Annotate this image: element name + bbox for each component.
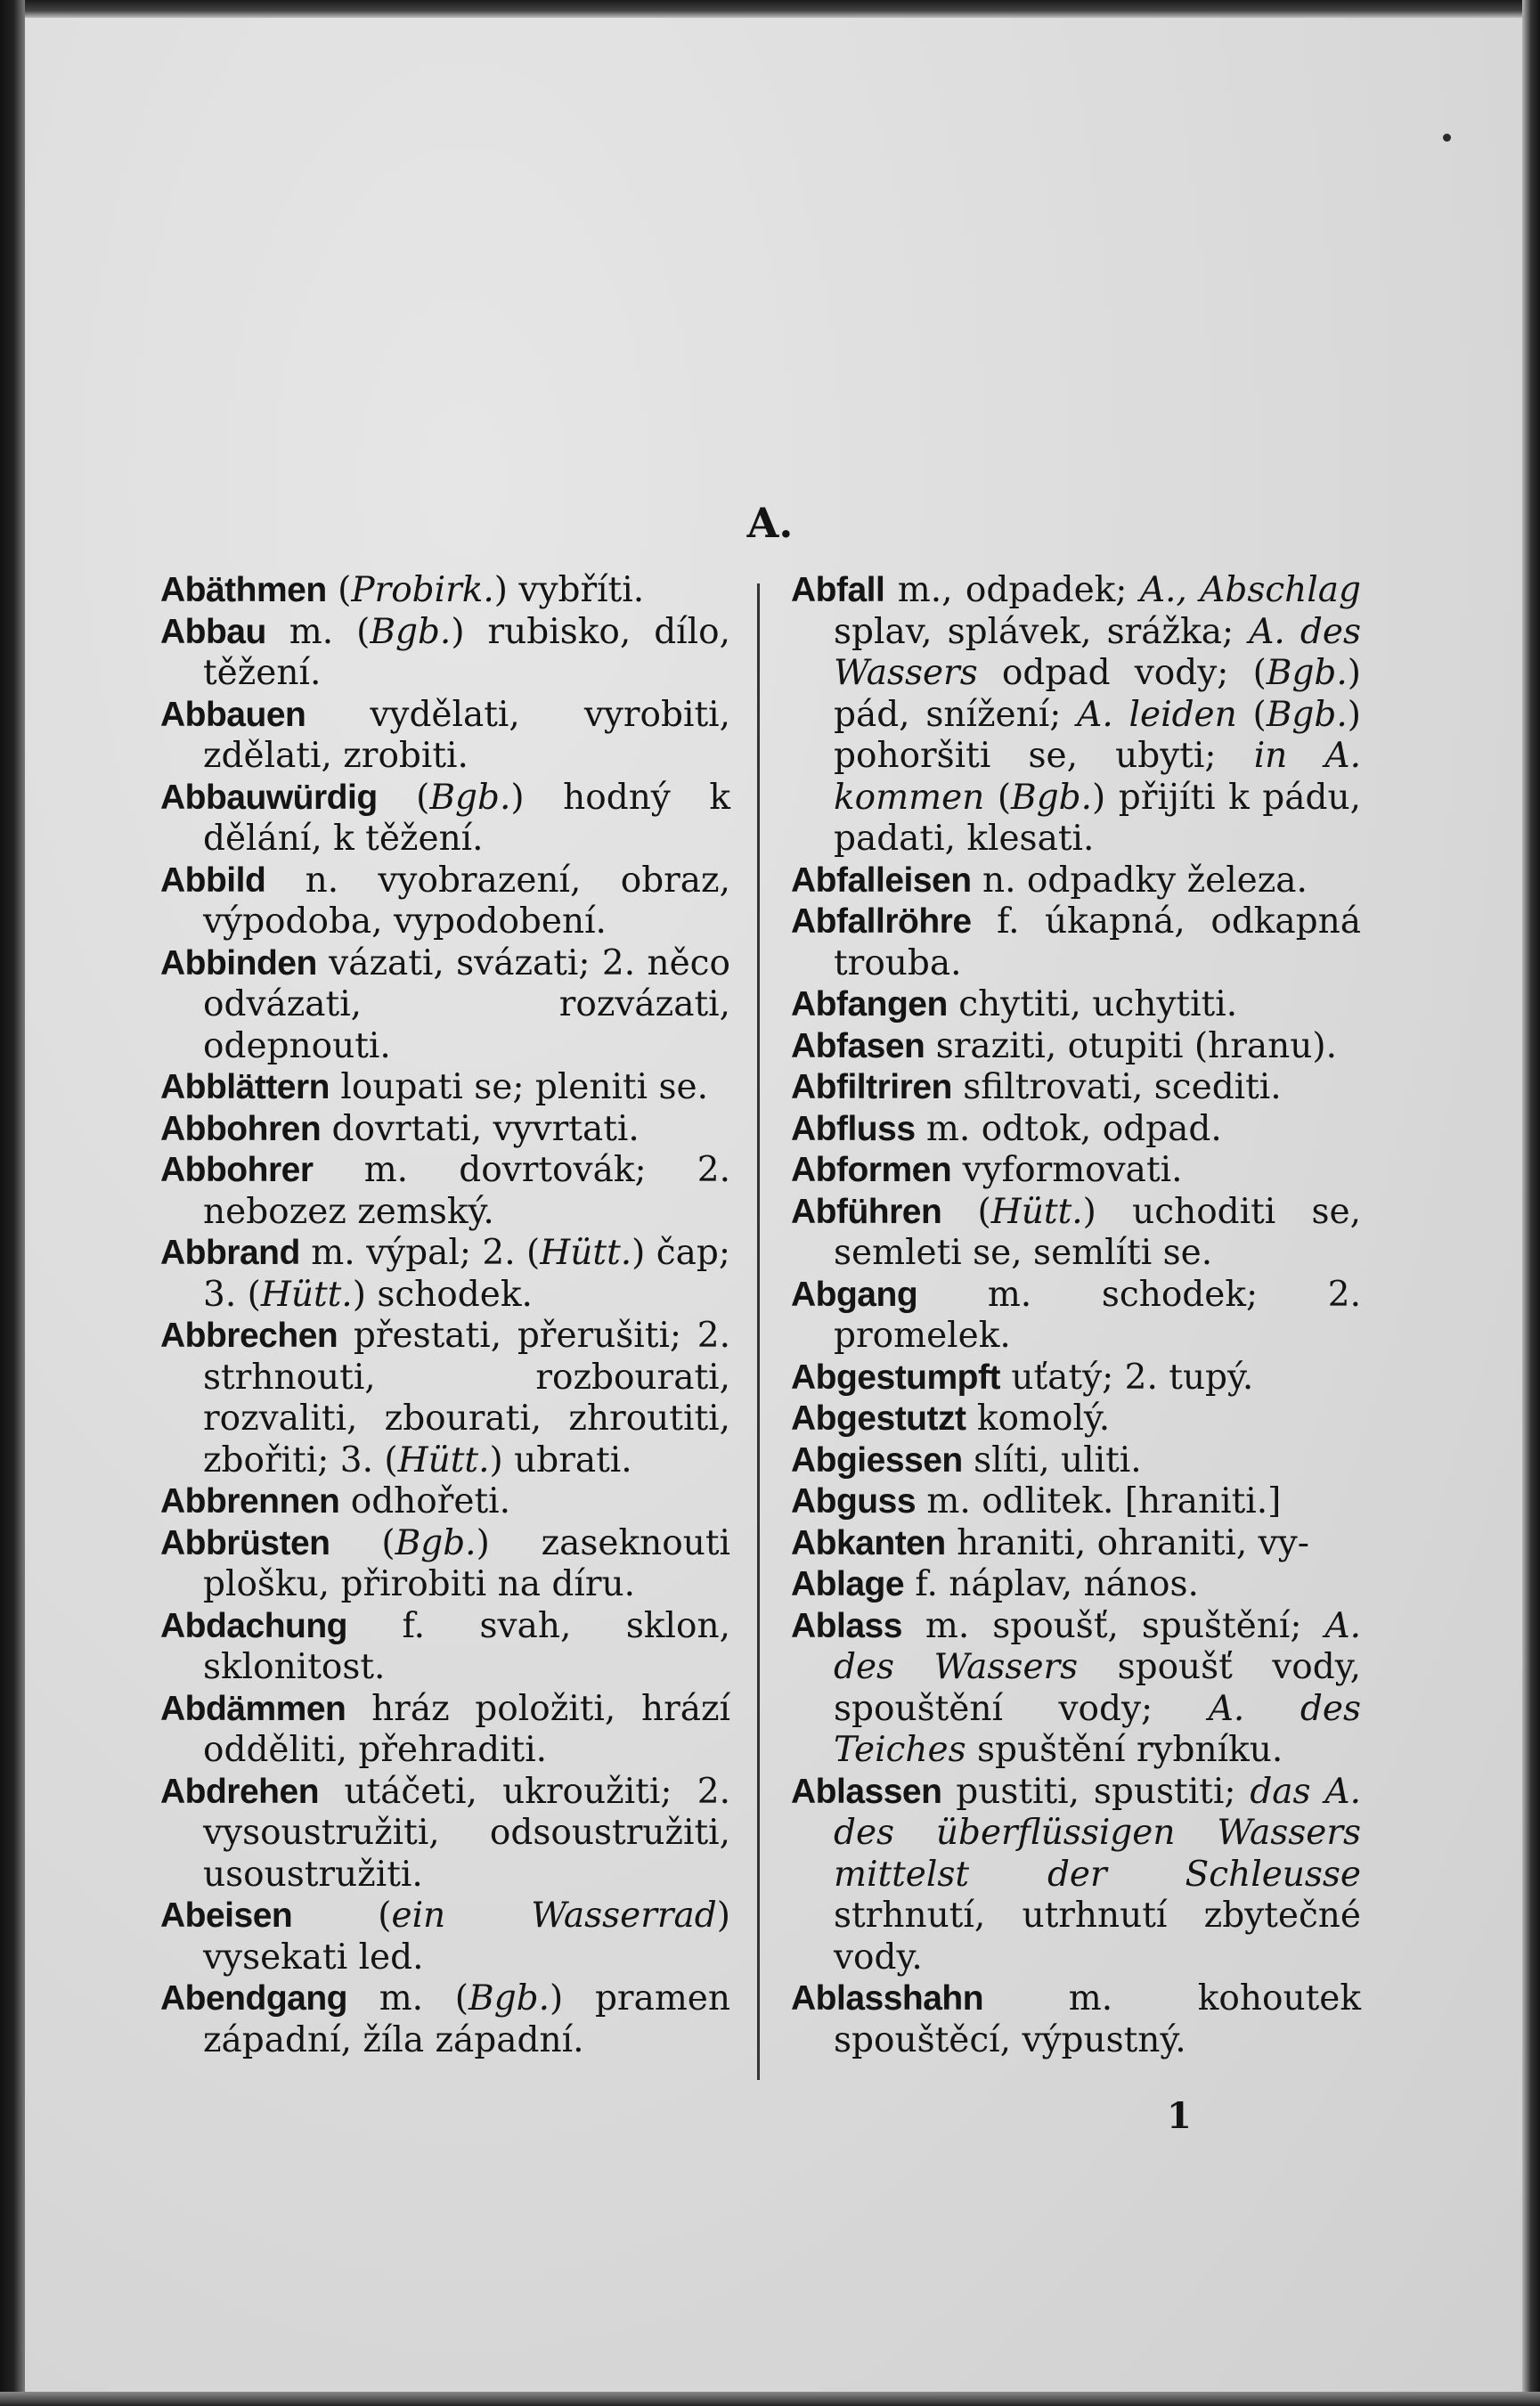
dictionary-entry [791, 1440, 1361, 1482]
dictionary-entry [160, 1233, 730, 1316]
dictionary-entry [160, 1109, 730, 1151]
entry-text: m. výpal; 2. ( [299, 1233, 541, 1273]
entry-italic-text: das A. des überflüssigen Wassers mittelst der Schleusse [834, 1771, 1361, 1895]
entry-headword: Abformen [791, 1151, 952, 1189]
entry-italic-text: A. des Teiches [834, 1688, 1361, 1770]
entry-text: odpad vody; ( [977, 653, 1267, 693]
entry-text: n. odpadky železa. [971, 860, 1308, 901]
entry-text: ( [984, 777, 1012, 818]
entry-headword: Abbild [160, 860, 266, 900]
entry-text: n. vyobrazení, obraz, výpodoba, vypodobení. [203, 860, 730, 942]
section-letter: A. [746, 499, 794, 547]
entry-text: ) pád, snížení; [834, 653, 1361, 735]
entry-headword: Abäthmen [160, 571, 327, 609]
dictionary-entry [791, 1523, 1361, 1565]
entry-text: ) vybříti. [493, 570, 645, 610]
entry-italic-text: Bgb. [469, 1978, 550, 2019]
dictionary-entry [791, 1358, 1361, 1399]
entry-headword: Ablasshahn [791, 1979, 984, 2018]
dictionary-entry [160, 1606, 730, 1689]
dictionary-entry [791, 1150, 1361, 1192]
entry-text: hraniti, ohraniti, vy- [945, 1522, 1309, 1563]
entry-text: hráz položiti, hrází odděliti, přehraditi. [203, 1688, 730, 1770]
entry-headword: Abfallröhre [791, 902, 972, 941]
entry-text: sfiltrovati, scediti. [951, 1067, 1282, 1107]
entry-text: utáčeti, ukroužiti; 2. vysoustružiti, odsoustružiti, usoustružiti. [203, 1771, 730, 1895]
entry-headword: Ablage [791, 1565, 905, 1603]
dictionary-entry [791, 1481, 1361, 1523]
entry-text: ) vysekati led. [203, 1896, 730, 1978]
entry-text: ( [330, 1522, 395, 1563]
entry-italic-text: Bgb. [429, 777, 511, 818]
dictionary-entry [160, 695, 730, 778]
entry-text: m. schodek; 2. promelek. [834, 1274, 1361, 1356]
entry-text: m. ( [265, 611, 371, 652]
entry-headword: Abgestumpft [791, 1358, 1000, 1397]
dictionary-entry [791, 1026, 1361, 1068]
dictionary-entry [791, 901, 1361, 984]
entry-text: ( [377, 777, 430, 818]
entry-italic-text: Hütt. [397, 1440, 490, 1480]
page-edge-right [1522, 0, 1540, 2406]
entry-italic-text: A., Abschlag [1139, 570, 1361, 610]
dictionary-entry [791, 860, 1361, 902]
entry-headword: Abbohren [160, 1109, 322, 1148]
entry-text: ) hodný k dělání, k těžení. [203, 777, 730, 859]
dictionary-entry [791, 1564, 1361, 1606]
dictionary-entry [791, 1978, 1361, 2061]
dictionary-entry [160, 1896, 730, 1978]
dictionary-entry [791, 1399, 1361, 1440]
entry-text: m. spoušť, spuštění; [901, 1605, 1325, 1646]
entry-text: vázati, svázati; 2. něco odvázati, rozvázati, odepnouti. [203, 942, 730, 1066]
entry-text: dovrtati, vyvrtati. [321, 1108, 640, 1149]
entry-headword: Abdämmen [160, 1689, 346, 1728]
entry-text: ) schodek. [352, 1274, 533, 1315]
entry-italic-text: Hütt. [260, 1274, 353, 1315]
entry-italic-text: Bgb. [370, 611, 452, 652]
entry-italic-text: Probirk. [351, 570, 494, 610]
entry-headword: Abgiessen [791, 1440, 963, 1480]
entry-italic-text: ein Wasserrad [391, 1896, 717, 1936]
dictionary-entry [791, 1192, 1361, 1275]
dictionary-entry [160, 1067, 730, 1109]
entry-headword: Abguss [791, 1482, 917, 1521]
entry-italic-text: A. des Wassers [834, 1605, 1361, 1687]
entry-italic-text: in A. kommen [834, 736, 1361, 818]
entry-headword: Abkanten [791, 1523, 946, 1562]
right-column [791, 570, 1361, 2061]
entry-headword: Abfiltriren [791, 1068, 952, 1106]
entry-headword: Abbauwürdig [160, 778, 378, 817]
entry-text: ) zaseknouti plošku, přirobiti na díru. [203, 1522, 730, 1604]
entry-italic-text: A. leiden [1077, 694, 1237, 735]
dictionary-entry [791, 1606, 1361, 1772]
entry-text: přestati, přerušiti; 2. strhnouti, rozbourati, rozvaliti, zbourati, zhroutiti, zbořiti; 3. ( [203, 1316, 730, 1480]
entry-text: vydělati, vyrobiti, zdělati, zrobiti. [203, 694, 730, 776]
dictionary-entry [160, 860, 730, 943]
entry-italic-text: A. des Wassers [834, 611, 1361, 693]
entry-text: ) uchoditi se, semleti se, semlíti se. [834, 1191, 1361, 1273]
entry-headword: Abeisen [160, 1896, 293, 1935]
entry-italic-text: Bgb. [1011, 777, 1093, 818]
dictionary-entry [791, 570, 1361, 860]
entry-headword: Abblättern [160, 1068, 330, 1106]
dictionary-entry [160, 1978, 730, 2061]
dictionary-entry [791, 1067, 1361, 1109]
entry-text: ( [1236, 694, 1267, 735]
entry-text: slíti, uliti. [962, 1440, 1142, 1480]
entry-text: m. odtok, odpad. [915, 1108, 1222, 1149]
entry-text: sraziti, otupiti (hranu). [925, 1025, 1337, 1066]
dictionary-entry [160, 1481, 730, 1523]
dictionary-entry [160, 1316, 730, 1481]
entry-headword: Ablassen [791, 1772, 942, 1811]
entry-text: chytiti, uchytiti. [947, 984, 1238, 1024]
entry-text: ) pramen západní, žíla západní. [203, 1978, 731, 2060]
column-divider [757, 583, 760, 2080]
entry-headword: Abführen [791, 1192, 942, 1231]
entry-text: pustiti, spustiti; [941, 1771, 1251, 1812]
entry-text: spoušť vody, spouštění vody; [834, 1647, 1361, 1729]
entry-headword: Abbrechen [160, 1317, 338, 1355]
dictionary-entry [160, 1523, 730, 1606]
entry-text: vyformovati. [951, 1150, 1183, 1190]
entry-text: spuštění rybníku. [966, 1730, 1283, 1770]
dictionary-entry [160, 570, 730, 612]
dictionary-entry [791, 984, 1361, 1026]
entry-text: m. ( [346, 1978, 469, 2019]
entry-headword: Abfasen [791, 1026, 925, 1065]
entry-text: ) pohoršiti se, ubyti; [834, 694, 1361, 776]
dictionary-entry [791, 1109, 1361, 1151]
dictionary-entry [160, 778, 730, 860]
entry-headword: Abbrennen [160, 1482, 340, 1521]
entry-headword: Abfluss [791, 1109, 916, 1148]
entry-italic-text: Hütt. [990, 1191, 1083, 1232]
entry-italic-text: Bgb. [395, 1522, 477, 1563]
entry-headword: Abfangen [791, 985, 948, 1024]
entry-text: ) rubisko, dílo, těžení. [203, 611, 730, 693]
entry-text: ) přijíti k pádu, padati, klesati. [834, 777, 1361, 859]
entry-text: ) ubrati. [489, 1440, 632, 1480]
entry-text: f. svah, sklon, sklonitost. [203, 1605, 730, 1687]
entry-headword: Abendgang [160, 1979, 347, 2018]
entry-text: ) čap; 3. ( [203, 1233, 730, 1315]
entry-italic-text: Hütt. [540, 1233, 632, 1273]
entry-headword: Abdachung [160, 1606, 347, 1645]
page-number: 1 [1167, 2095, 1192, 2137]
entry-text: ( [292, 1896, 392, 1936]
entry-headword: Abbinden [160, 943, 317, 983]
entry-italic-text: Bgb. [1266, 653, 1348, 693]
entry-text: f. úkapná, odkapná trouba. [834, 901, 1361, 983]
dictionary-entry [791, 1275, 1361, 1358]
entry-text: m. odlitek. [hraniti.] [916, 1481, 1282, 1521]
entry-headword: Abbrüsten [160, 1523, 330, 1562]
dictionary-entry [160, 1689, 730, 1772]
entry-text: odhořeti. [339, 1481, 511, 1521]
entry-headword: Abbrand [160, 1234, 300, 1272]
dictionary-entry [160, 1772, 730, 1896]
dictionary-entry [160, 612, 730, 695]
entry-headword: Abfalleisen [791, 860, 972, 900]
entry-text: splav, splávek, srážka; [834, 611, 1250, 652]
entry-text: uťatý; 2. tupý. [999, 1357, 1254, 1398]
entry-text: m., odpadek; [884, 570, 1140, 610]
entry-text: m. kohoutek spouštěcí, výpustný. [834, 1978, 1361, 2060]
entry-text: f. náplav, nános. [904, 1564, 1199, 1604]
left-column [160, 570, 730, 2061]
page-edge-top [0, 0, 1540, 18]
dictionary-entry [160, 1150, 730, 1233]
entry-headword: Ablass [791, 1606, 902, 1645]
entry-text: loupati se; pleniti se. [330, 1067, 709, 1107]
dictionary-entry [791, 1772, 1361, 1979]
page-edge-bottom [0, 2392, 1540, 2406]
page-edge-left [0, 0, 25, 2406]
entry-text: strhnutí, utrhnutí zbytečné vody. [834, 1896, 1361, 1978]
entry-text: m. dovrtovák; 2. nebozez zemský. [203, 1150, 730, 1232]
entry-headword: Abbauen [160, 695, 306, 734]
entry-headword: Abfall [791, 571, 885, 609]
entry-text: komolý. [966, 1399, 1111, 1439]
entry-headword: Abbohrer [160, 1151, 314, 1189]
ink-speck [1443, 134, 1451, 142]
entry-headword: Abgang [791, 1275, 918, 1314]
entry-italic-text: Bgb. [1266, 694, 1348, 735]
entry-headword: Abdrehen [160, 1772, 320, 1811]
dictionary-entry [160, 943, 730, 1068]
entry-headword: Abbau [160, 612, 266, 651]
entry-text: ( [326, 570, 352, 610]
entry-headword: Abgestutzt [791, 1399, 966, 1438]
entry-text: ( [941, 1191, 991, 1232]
